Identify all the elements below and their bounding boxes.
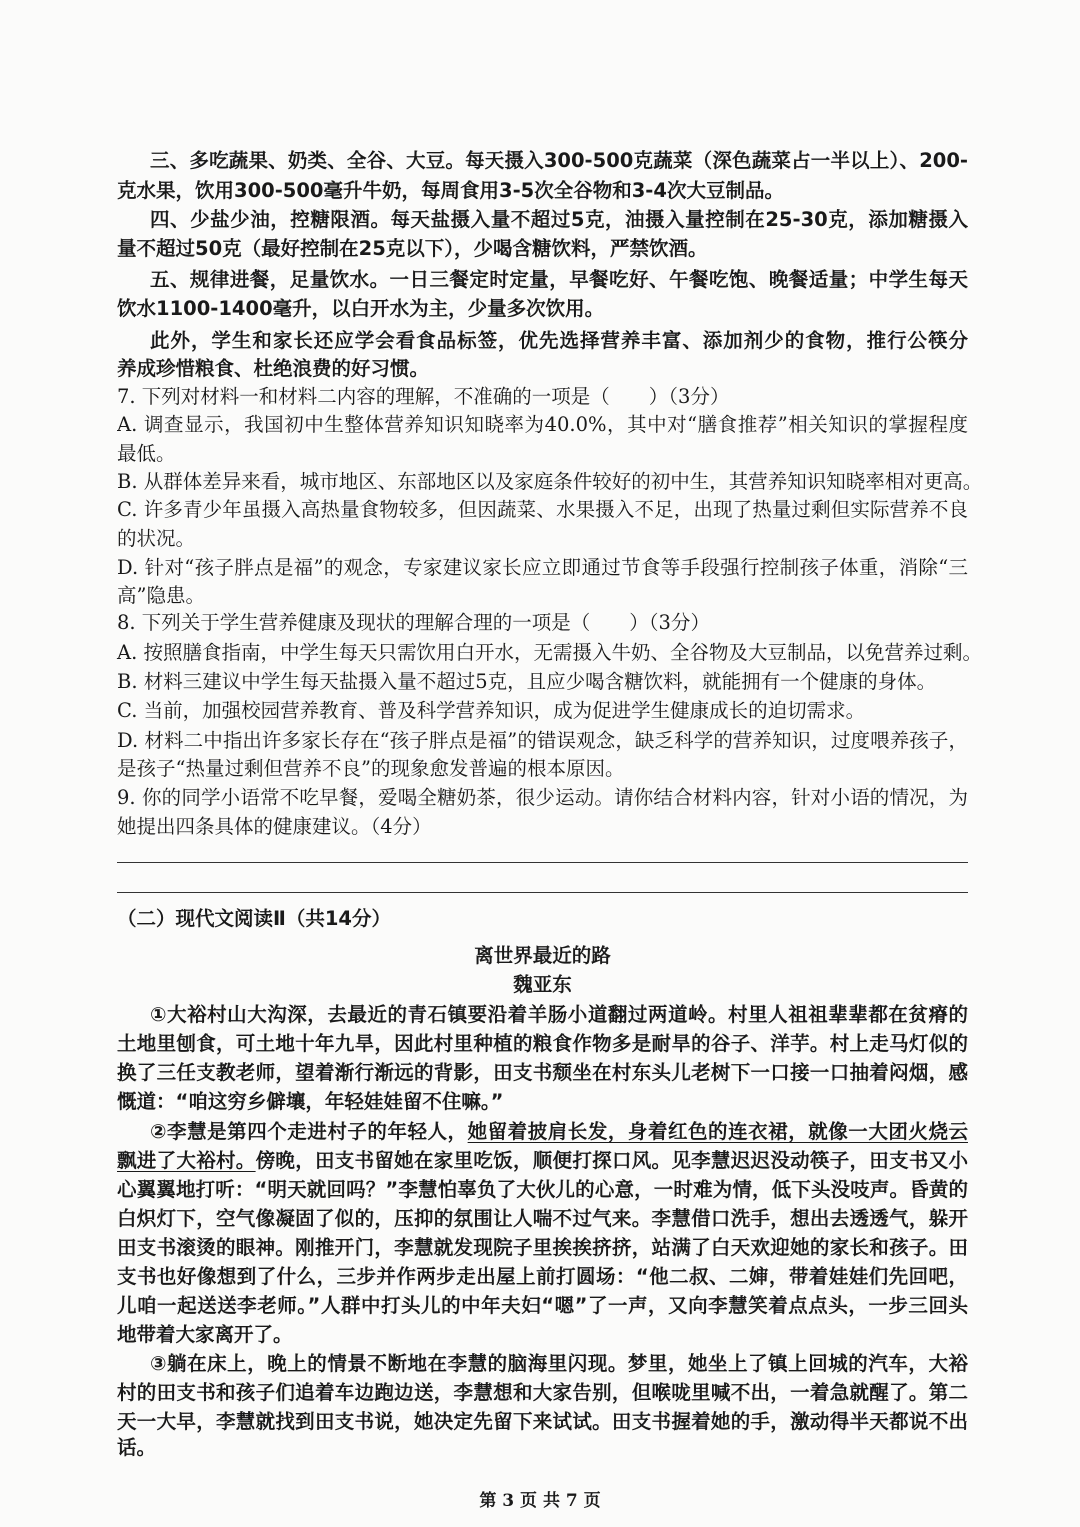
article-paragraph-1-line: 土地里刨食，可土地十年九旱，因此村里种植的粮食作物多是耐旱的谷子、洋芋。村上走马灯似的: [117, 1032, 968, 1055]
underlined-sentence: 她留着披肩长发，身着红色的连衣裙，就像一大团火烧云: [467, 1120, 968, 1143]
article-paragraph-3-line: 天一大早，李慧就找到田支书说，她决定先留下来试试。田支书握着她的手，激动得半天都说不出: [117, 1410, 968, 1433]
question-7-option-B: B. 从群体差异来看，城市地区、东部地区以及家庭条件较好的初中生，其营养知识知晓率相对更高。: [117, 470, 983, 493]
question-9-stem: 她提出四条具体的健康建议。（4分）: [117, 815, 432, 838]
article-paragraph-2-line: 白炽灯下，空气像凝固了似的，压抑的氛围让人喘不过气来。李慧借口洗手，想出去透透气，躲开: [117, 1207, 968, 1230]
article-paragraph-1-line: 换了三任支教老师，望着渐行渐远的背影，田支书颓坐在村东头儿老树下一口接一口抽着闷烟，感: [117, 1061, 968, 1084]
material-paragraph-line: 养成珍惜粮食、杜绝浪费的好习惯。: [117, 357, 430, 380]
question-9-stem: 9. 你的同学小语常不吃早餐，爱喝全糖奶茶，很少运动。请你结合材料内容，针对小语的情况，为: [117, 786, 968, 809]
article-paragraph-1-line: 慨道：“咱这穷乡僻壤，年轻娃娃留不住嘛。”: [117, 1090, 504, 1113]
question-7-option-D: D. 针对“孩子胖点是福”的观念，专家建议家长应立即通过节食等手段强行控制孩子体重，消除“三: [117, 556, 968, 579]
article-paragraph-2-line: 地带着大家离开了。: [117, 1323, 293, 1346]
article-paragraph-3-line: ③躺在床上，晚上的情景不断地在李慧的脑海里闪现。梦里，她坐上了镇上回城的汽车，大裕: [150, 1352, 968, 1375]
question-7-option-A: A. 调查显示，我国初中生整体营养知识知晓率为40.0%，其中对“膳食推荐”相关知识的掌握程度: [117, 413, 968, 436]
question-8-option-B: B. 材料三建议中学生每天盐摄入量不超过5克，且应少喝含糖饮料，就能拥有一个健康的身体。: [117, 670, 937, 693]
question-7-option-A: 最低。: [117, 442, 176, 465]
material-paragraph-line: 三、多吃蔬果、奶类、全谷、大豆。每天摄入300-500克蔬菜（深色蔬菜占一半以上）、200-: [150, 149, 968, 172]
article-paragraph-2-line: [150, 1117, 968, 1146]
question-7-option-D: 高”隐患。: [117, 584, 205, 607]
article-author: 魏亚东: [513, 973, 572, 996]
question-7-option-C: 的状况。: [117, 527, 196, 550]
question-8-option-A: A. 按照膳食指南，中学生每天只需饮用白开水，无需摄入牛奶、全谷物及大豆制品，以免营养过剩。: [117, 641, 982, 664]
article-title: 离世界最近的路: [474, 944, 611, 967]
article-paragraph-3-line: 村的田支书和孩子们追着车边跑边送，李慧想和大家告别，但喉咙里喊不出，一着急就醒了。第二: [117, 1381, 968, 1404]
underlined-sentence: 飘进了大裕村。: [117, 1149, 256, 1172]
article-paragraph-2-line: 支书也好像想到了什么，三步并作两步走出屋上前打圆场：“他二叔、二婶，带着娃娃们先回吧，: [117, 1265, 968, 1288]
material-paragraph-line: 饮水1100-1400毫升，以白开水为主，少量多次饮用。: [117, 297, 605, 320]
question-8-option-D: 是孩子“热量过剩但营养不良”的现象愈发普遍的根本原因。: [117, 757, 625, 780]
question-8-option-C: C. 当前，加强校园营养教育、普及科学营养知识，成为促进学生健康成长的迫切需求。: [117, 699, 866, 722]
material-paragraph-line: 五、规律进餐，足量饮水。一日三餐定时定量，早餐吃好、午餐吃饱、晚餐适量；中学生每天: [150, 268, 968, 291]
answer-line-2[interactable]: [117, 892, 968, 893]
article-paragraph-2-line: [117, 1146, 968, 1175]
article-paragraph-2-line: 心翼翼地打听：“明天就回吗？”李慧怕辜负了大伙儿的心意，一时难为情，低下头没吱声。昏黄的: [117, 1178, 968, 1201]
section-heading: （二）现代文阅读Ⅱ（共14分）: [117, 907, 391, 930]
material-paragraph-line: 量不超过50克（最好控制在25克以下），少喝含糖饮料，严禁饮酒。: [117, 237, 708, 260]
article-paragraph-2-line: 田支书滚烫的眼神。刚推开门，李慧就发现院子里挨挨挤挤，站满了白天欢迎她的家长和孩子。田: [117, 1236, 968, 1259]
material-paragraph-line: 此外，学生和家长还应学会看食品标签，优先选择营养丰富、添加剂少的食物，推行公筷分: [150, 329, 968, 352]
article-paragraph-2-line: 儿咱一起送送李老师。”人群中打头儿的中年夫妇“嗯”了一声，又向李慧笑着点点头，一步三回头: [117, 1294, 968, 1317]
question-7-option-C: C. 许多青少年虽摄入高热量食物较多，但因蔬菜、水果摄入不足，出现了热量过剩但实际营养不良: [117, 498, 968, 521]
answer-line-1[interactable]: [117, 862, 968, 863]
question-7-stem: 7. 下列对材料一和材料二内容的理解，不准确的一项是（ ）（3分）: [117, 385, 730, 408]
page-number: 第 3 页 共 7 页: [479, 1491, 601, 1511]
material-paragraph-line: 克水果，饮用300-500毫升牛奶，每周食用3-5次全谷物和3-4次大豆制品。: [117, 179, 784, 202]
text-span: 傍晚，田支书留她在家里吃饭，顺便打探口风。见李慧迟迟没动筷子，田支书又小: [255, 1149, 968, 1172]
text-span: ②李慧是第四个走进村子的年轻人，: [150, 1120, 468, 1143]
material-paragraph-line: 四、少盐少油，控糖限酒。每天盐摄入量不超过5克，油摄入量控制在25-30克，添加糖摄入: [150, 208, 968, 231]
article-paragraph-1-line: ①大裕村山大沟深，去最近的青石镇要沿着羊肠小道翻过两道岭。村里人祖祖辈辈都在贫瘠的: [150, 1003, 968, 1026]
article-paragraph-3-line: 话。: [117, 1436, 157, 1459]
question-8-option-D: D. 材料二中指出许多家长存在“孩子胖点是福”的错误观念，缺乏科学的营养知识，过度喂养孩子，: [117, 729, 968, 752]
question-8-stem: 8. 下列关于学生营养健康及现状的理解合理的一项是（ ）（3分）: [117, 611, 710, 634]
